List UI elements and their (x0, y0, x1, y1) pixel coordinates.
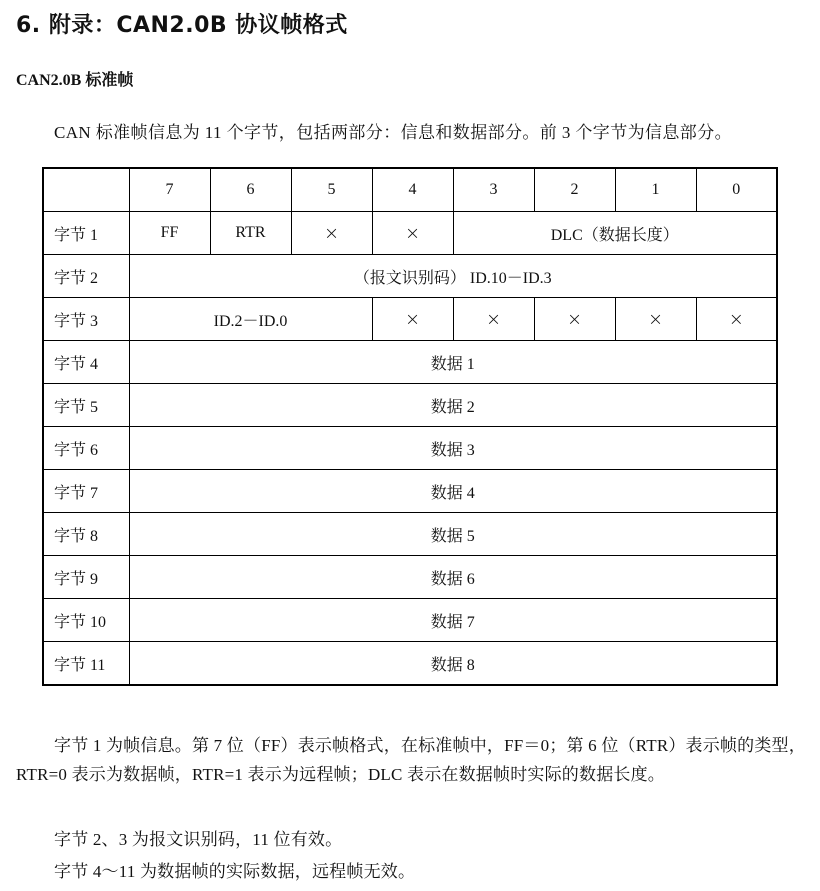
paragraph-byte1-description: 字节 1 为帧信息。第 7 位（FF）表示帧格式，在标准帧中，FF＝0；第 6 位（RTR）表示帧的类型，RTR=0 表示为数据帧，RTR=1 表示为远程帧；DLC 表示在数据帧时实际的数据长度。 (16, 736, 806, 784)
unused-bit-cell: × (696, 298, 777, 341)
unused-bit-cell: × (615, 298, 696, 341)
subsection-heading: CAN2.0B 标准帧 (16, 72, 134, 89)
unused-bit-cell: × (534, 298, 615, 341)
table-row (43, 470, 777, 513)
table-row (43, 513, 777, 556)
table-row (43, 556, 777, 599)
table-cell: RTR (210, 212, 291, 255)
row-label: 字节 8 (43, 513, 129, 556)
intro-text: CAN 标准帧信息为 11 个字节，包括两部分：信息和数据部分。前 3 个字节为信息部分。 (54, 123, 733, 142)
table-row (43, 384, 777, 427)
row-label: 字节 11 (43, 642, 129, 686)
table-cell: 数据 6 (129, 556, 777, 599)
bit-header-row (43, 168, 777, 212)
table-cell: 数据 3 (129, 427, 777, 470)
bit-header: 4 (372, 168, 453, 212)
table-cell: 数据 2 (129, 384, 777, 427)
row-label: 字节 2 (43, 255, 129, 298)
table-row (43, 599, 777, 642)
section-heading: 6. 附录：CAN2.0B 协议帧格式 (16, 13, 348, 38)
bit-header: 7 (129, 168, 210, 212)
bit-header: 5 (291, 168, 372, 212)
table-row (43, 212, 777, 255)
unused-bit-cell: × (291, 212, 372, 255)
bit-header: 0 (696, 168, 777, 212)
unused-bit-cell: × (453, 298, 534, 341)
table-cell: （报文识别码） ID.10－ID.3 (129, 255, 777, 298)
bit-header: 2 (534, 168, 615, 212)
table-row (43, 341, 777, 384)
paragraph-id-description: 字节 2、3 为报文识别码，11 位有效。 (54, 830, 343, 849)
row-label: 字节 9 (43, 556, 129, 599)
table-cell: 数据 7 (129, 599, 777, 642)
table-cell: FF (129, 212, 210, 255)
table-row (43, 298, 777, 341)
corner-cell (43, 168, 129, 212)
row-label: 字节 10 (43, 599, 129, 642)
bit-header: 1 (615, 168, 696, 212)
table-row (43, 255, 777, 298)
row-label: 字节 7 (43, 470, 129, 513)
table-cell: 数据 5 (129, 513, 777, 556)
row-label: 字节 5 (43, 384, 129, 427)
table-cell: 数据 4 (129, 470, 777, 513)
table-cell: ID.2－ID.0 (129, 298, 372, 341)
paragraph-data-description: 字节 4～11 为数据帧的实际数据，远程帧无效。 (54, 862, 416, 881)
bit-header: 6 (210, 168, 291, 212)
table-cell: 数据 1 (129, 341, 777, 384)
row-label: 字节 4 (43, 341, 129, 384)
bit-header: 3 (453, 168, 534, 212)
table-cell: DLC（数据长度） (453, 212, 777, 255)
unused-bit-cell: × (372, 298, 453, 341)
table-row (43, 427, 777, 470)
frame-format-table (42, 167, 778, 686)
row-label: 字节 6 (43, 427, 129, 470)
table-row (43, 642, 777, 686)
unused-bit-cell: × (372, 212, 453, 255)
row-label: 字节 3 (43, 298, 129, 341)
row-label: 字节 1 (43, 212, 129, 255)
table-cell: 数据 8 (129, 642, 777, 686)
